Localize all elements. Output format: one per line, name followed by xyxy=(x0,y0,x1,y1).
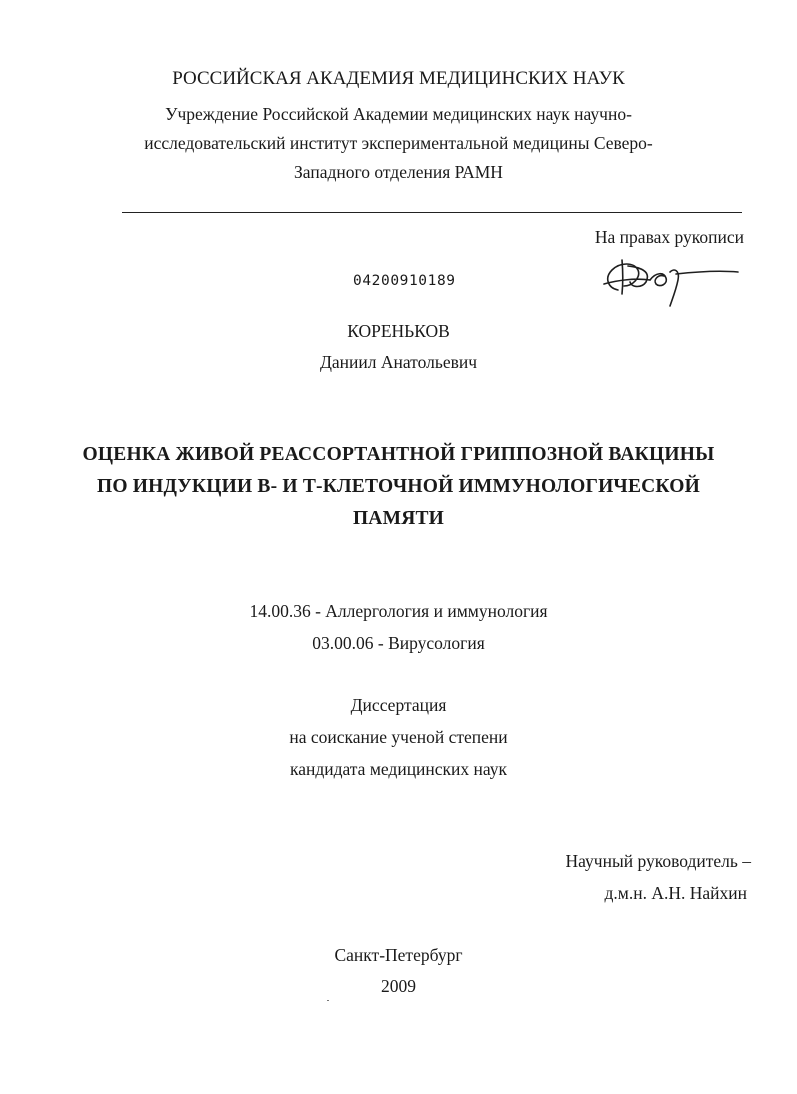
thesis-title-line-3: ПАМЯТИ xyxy=(352,508,445,529)
academy-name: РОССИЙСКАЯ АКАДЕМИЯ МЕДИЦИНСКИХ НАУК xyxy=(172,68,625,89)
scan-speck xyxy=(327,1000,329,1001)
supervisor-label: Научный руководитель – xyxy=(565,851,751,871)
supervisor-name: д.м.н. А.Н. Найхин xyxy=(604,883,747,903)
specialty-2: 03.00.06 - Вирусология xyxy=(312,633,485,653)
signature-stroke xyxy=(676,271,738,274)
institution-line-2: исследовательский институт экспериментальной медицины Северо- xyxy=(144,133,653,153)
signature-stroke xyxy=(670,270,678,306)
thesis-title-line-2: ПО ИНДУКЦИИ В- И Т-КЛЕТОЧНОЙ ИММУНОЛОГИЧЕСКОЙ xyxy=(96,476,701,497)
institution-line-3: Западного отделения РАМН xyxy=(294,162,503,182)
degree-line-1: Диссертация xyxy=(350,695,447,715)
rights-note: На правах рукописи xyxy=(594,227,744,247)
signature-stroke xyxy=(622,260,623,294)
registration-number: 04200910189 xyxy=(353,273,456,289)
city: Санкт-Петербург xyxy=(334,945,463,965)
author-given-names: Даниил Анатольевич xyxy=(319,352,478,372)
year: 2009 xyxy=(381,976,416,996)
signature-stroke xyxy=(650,274,666,286)
signature-image xyxy=(598,250,743,312)
author-surname: КОРЕНЬКОВ xyxy=(347,321,450,341)
thesis-title-line-1: ОЦЕНКА ЖИВОЙ РЕАССОРТАНТНОЙ ГРИППОЗНОЙ ВАКЦИНЫ xyxy=(82,444,715,465)
institution-line-1: Учреждение Российской Академии медицинских наук научно- xyxy=(165,104,632,124)
header-divider xyxy=(122,212,742,213)
degree-line-3: кандидата медицинских наук xyxy=(289,759,508,779)
signature-stroke xyxy=(604,279,650,284)
degree-line-2: на соискание ученой степени xyxy=(289,727,508,747)
specialty-1: 14.00.36 - Аллергология и иммунология xyxy=(249,601,548,621)
